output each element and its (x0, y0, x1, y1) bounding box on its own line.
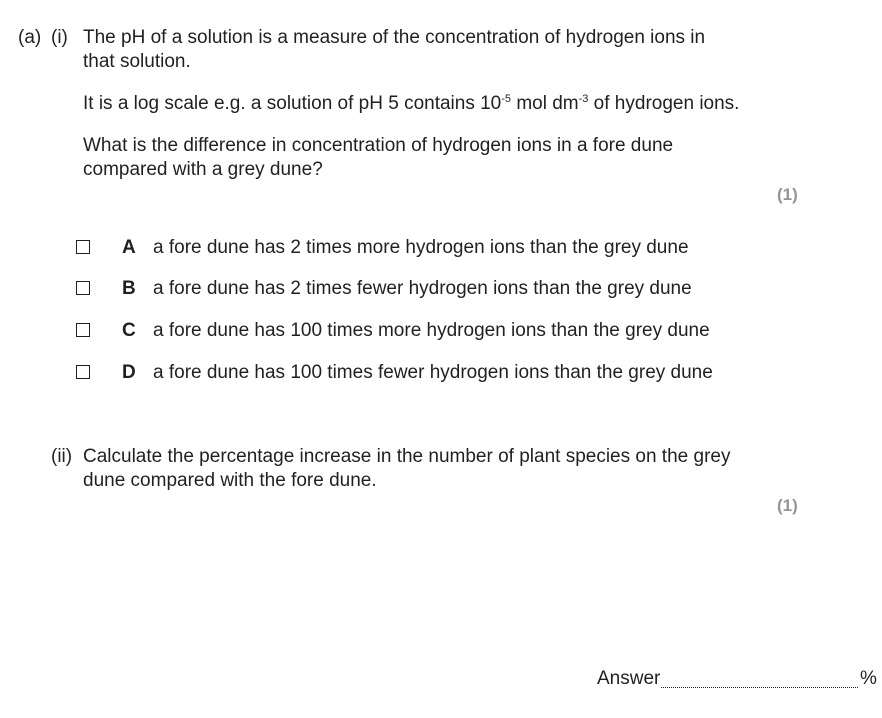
log-text-3: of hydrogen ions. (588, 93, 740, 114)
subpart-ii-label: (ii) (51, 446, 73, 467)
question-ii-line-2: dune compared with the fore dune. (83, 470, 377, 491)
marks-i: (1) (777, 185, 798, 204)
option-d-checkbox[interactable] (76, 365, 90, 379)
option-d-text: a fore dune has 100 times fewer hydrogen ions than the grey dune (153, 362, 713, 383)
option-d-letter: D (122, 362, 136, 383)
answer-field[interactable] (661, 687, 858, 688)
log-text-1: It is a log scale e.g. a solution of pH 5 contains 10 (83, 93, 502, 114)
answer-label: Answer (597, 668, 661, 689)
option-a-text: a fore dune has 2 times more hydrogen ions than the grey dune (153, 237, 689, 258)
option-a-checkbox[interactable] (76, 240, 90, 254)
question-i-line-1: The pH of a solution is a measure of the concentration of hydrogen ions in (83, 27, 706, 48)
subpart-i-label: (i) (51, 27, 68, 48)
marks-ii: (1) (777, 496, 798, 515)
option-b-checkbox[interactable] (76, 281, 90, 295)
difference-question-line-1: What is the difference in concentration of hydrogen ions in a fore dune (83, 135, 674, 156)
option-c-checkbox[interactable] (76, 323, 90, 337)
question-i-line-2: that solution. (83, 51, 191, 72)
log-exponent-1: -5 (501, 93, 512, 105)
option-c-text: a fore dune has 100 times more hydrogen ions than the grey dune (153, 320, 710, 341)
log-text-2: mol dm (511, 93, 579, 114)
option-a-letter: A (122, 237, 136, 258)
log-scale-statement (83, 92, 739, 116)
question-i-text (83, 26, 705, 74)
difference-question (83, 134, 673, 182)
option-c-letter: C (122, 320, 136, 341)
answer-unit: % (860, 668, 877, 689)
part-label: (a) (18, 27, 42, 48)
option-b-text: a fore dune has 2 times fewer hydrogen ions than the grey dune (153, 278, 692, 299)
log-exponent-2: -3 (578, 93, 589, 105)
difference-question-line-2: compared with a grey dune? (83, 159, 323, 180)
question-ii-line-1: Calculate the percentage increase in the number of plant species on the grey (83, 446, 731, 467)
option-b-letter: B (122, 278, 136, 299)
question-ii-text (83, 445, 730, 493)
